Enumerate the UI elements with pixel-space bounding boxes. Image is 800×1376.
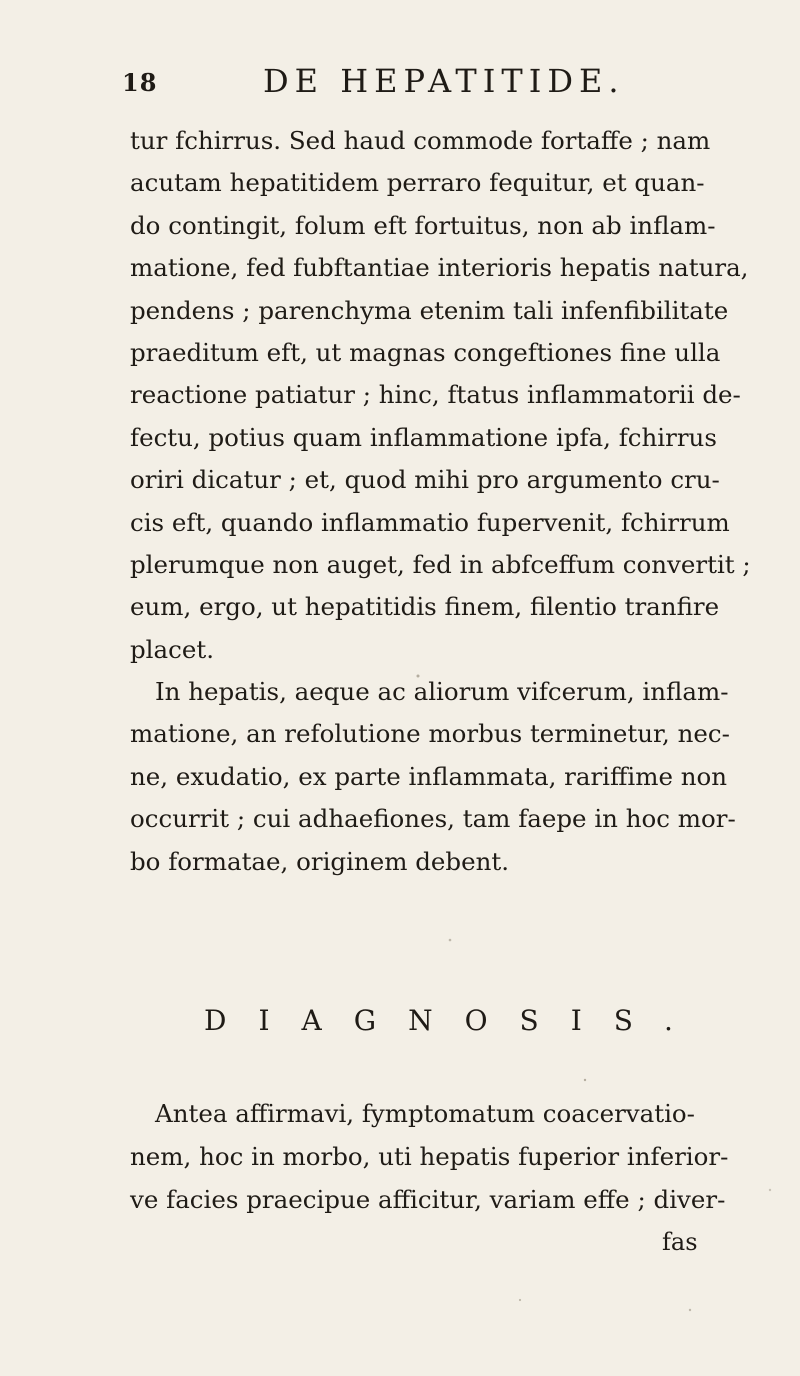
text-line: praeditum eft, ut magnas congeftiones fine ulla	[130, 337, 721, 367]
section-heading	[0, 1004, 800, 1044]
running-head: DE HEPATITIDE.	[263, 62, 625, 100]
page-number: 18	[122, 68, 158, 97]
text-line: reactione patiatur ; hinc, ftatus inflammatorii de-	[130, 380, 741, 410]
main-text	[130, 120, 751, 883]
text-line: pendens ; parenchyma etenim tali infenfibilitate	[130, 295, 729, 325]
text-line: occurrit ; cui adhaefiones, tam faepe in hoc mor-	[130, 804, 736, 834]
text-line: plerumque non auget, fed in abfceffum convertit ;	[130, 549, 751, 579]
text-line: placet.	[130, 634, 214, 664]
text-line: do contingit, folum eft fortuitus, non ab inflam-	[130, 210, 716, 240]
text-line: tur fchirrus. Sed haud commode fortaffe ; nam	[130, 126, 711, 155]
catchword: fas	[662, 1228, 698, 1256]
section-heading-text: DIAGNOSIS.	[204, 1004, 705, 1037]
text-line: matione, fed fubftantiae interioris hepatis natura,	[130, 253, 749, 283]
text-line: ve facies praecipue afficitur, variam effe ; diver-	[130, 1185, 726, 1214]
text-line: cis eft, quando inflammatio fupervenit, fchirrum	[130, 507, 730, 537]
text-line: In hepatis, aeque ac aliorum vifcerum, inflam-	[155, 677, 729, 707]
text-line: Antea affirmavi, fymptomatum coacervatio-	[155, 1099, 695, 1128]
text-line: eum, ergo, ut hepatitidis finem, filentio tranfire	[130, 592, 720, 622]
text-line: bo formatae, originem debent.	[130, 846, 510, 876]
text-line: fectu, potius quam inflammatione ipfa, fchirrus	[130, 422, 717, 452]
main-text-continued	[130, 1092, 729, 1221]
text-line: nem, hoc in morbo, uti hepatis fuperior inferior-	[130, 1142, 729, 1171]
text-line: oriri dicatur ; et, quod mihi pro argumento cru-	[130, 465, 720, 495]
text-line: matione, an refolutione morbus terminetur, nec-	[130, 719, 730, 749]
text-line: acutam hepatitidem perraro fequitur, et quan-	[130, 168, 705, 198]
text-line: ne, exudatio, ex parte inflammata, rariffime non	[130, 761, 728, 791]
page-header	[0, 62, 800, 102]
